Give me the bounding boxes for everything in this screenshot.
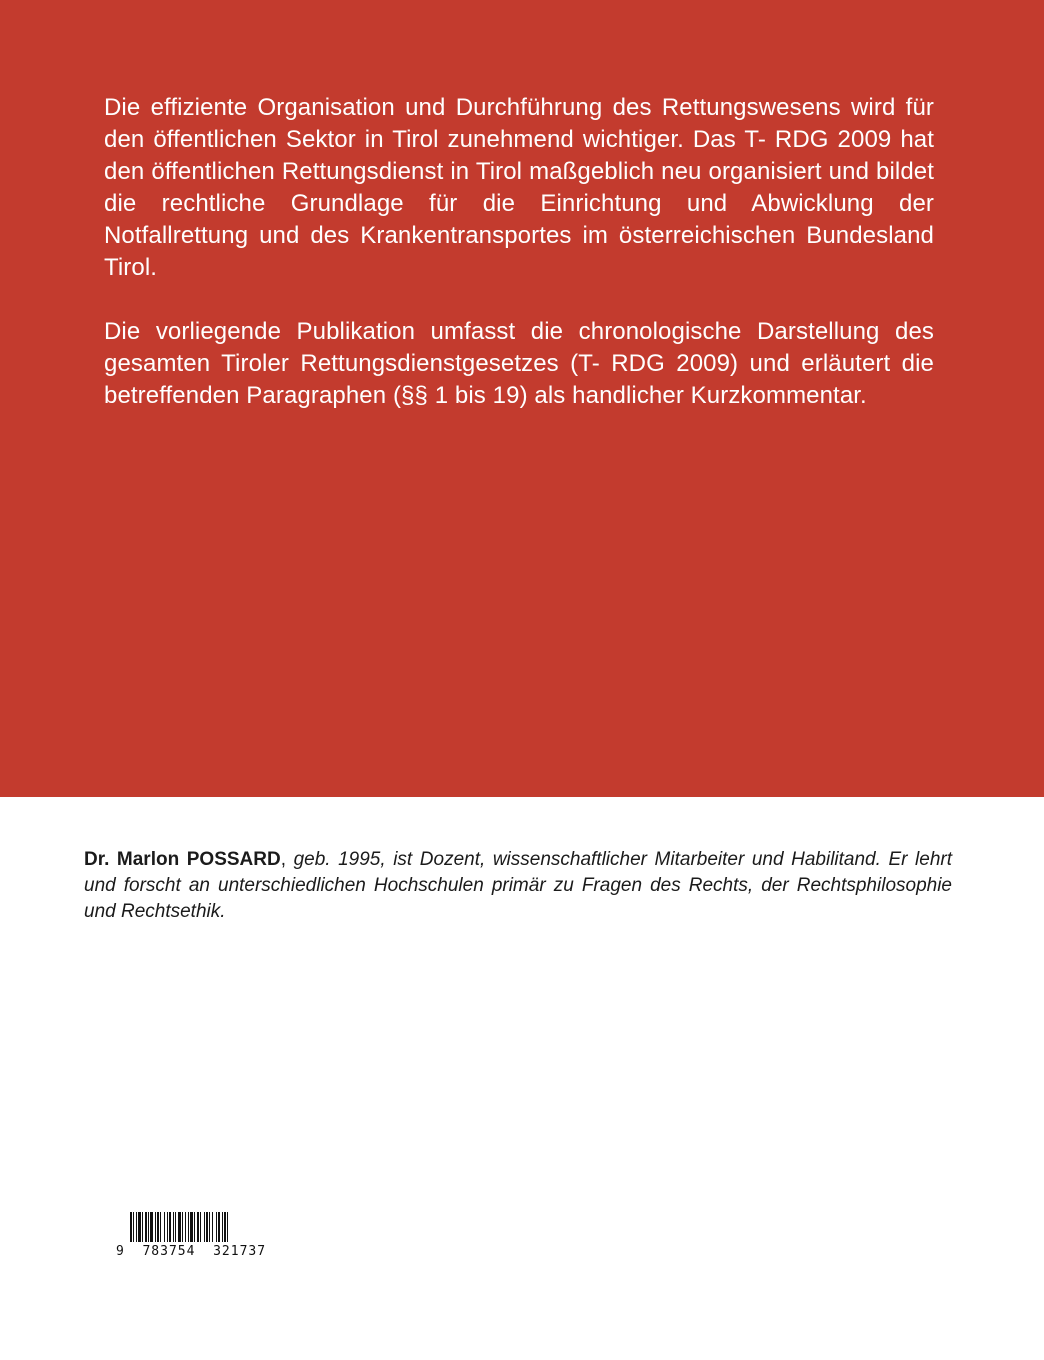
barcode-bars-icon bbox=[116, 1212, 284, 1244]
author-bio bbox=[84, 847, 952, 925]
barcode-bar bbox=[164, 1212, 165, 1242]
barcode-bar bbox=[222, 1212, 223, 1242]
barcode-bar bbox=[206, 1212, 208, 1242]
barcode-bar bbox=[167, 1212, 168, 1242]
barcode-bar bbox=[182, 1212, 183, 1242]
barcode-bar bbox=[142, 1212, 143, 1242]
barcode-bar bbox=[190, 1212, 193, 1242]
blurb-paragraph-2: Die vorliegende Publikation umfasst die chronologische Darstellung des gesamten Tiroler Rettungsdienstgesetzes (T- RDG 2009) und erläutert die betreffenden Paragraphen (§§ 1 bis 19) als handlicher Kurzkommentar. bbox=[104, 318, 934, 409]
barcode-bar bbox=[224, 1212, 226, 1242]
barcode-bar bbox=[145, 1212, 147, 1242]
barcode-bar bbox=[197, 1212, 199, 1242]
barcode-bar bbox=[130, 1212, 132, 1242]
barcode-bar bbox=[175, 1212, 176, 1242]
barcode-bar bbox=[209, 1212, 210, 1242]
barcode-bar bbox=[227, 1212, 228, 1242]
barcode-bar bbox=[157, 1212, 159, 1242]
blurb-paragraph-1: Die effiziente Organisation und Durchführung des Rettungswesens wird für den öffentlichen Sektor in Tirol zunehmend wichtiger. Das T- RDG 2009 hat den öffentlichen Rettungsdienst in Tirol maßgeblich neu organisiert und bildet die rechtliche Grundlage für die Einrichtung und Abwicklung der Notfallrettung und des Krankentransportes im österreichischen Bundesland Tirol. bbox=[104, 94, 934, 281]
author-name: Dr. Marlon POSSARD bbox=[84, 849, 281, 870]
isbn-digits: 9 783754 321737 bbox=[116, 1244, 267, 1259]
barcode-bar bbox=[133, 1212, 134, 1242]
blurb-text bbox=[104, 92, 934, 444]
barcode-bar bbox=[173, 1212, 174, 1242]
barcode-bar bbox=[204, 1212, 205, 1242]
barcode-bar bbox=[160, 1212, 161, 1242]
barcode-bar bbox=[169, 1212, 171, 1242]
author-name-separator: , bbox=[280, 849, 286, 870]
barcode-bar bbox=[178, 1212, 181, 1242]
barcode-bar bbox=[194, 1212, 195, 1242]
barcode-bar bbox=[218, 1212, 220, 1242]
barcode-bar bbox=[150, 1212, 153, 1242]
barcode-bar bbox=[148, 1212, 149, 1242]
barcode-bar bbox=[212, 1212, 213, 1242]
barcode-bar bbox=[138, 1212, 141, 1242]
author-bio-text: geb. 1995, ist Dozent, wissenschaftlicher Mitarbeiter und Habilitand. Er lehrt und forscht an unterschiedlichen Hochschulen primär zu Fragen des Rechts, der Rechtsphilosophie und Rechtsethik. bbox=[84, 849, 952, 922]
barcode-bar bbox=[185, 1212, 186, 1242]
barcode-bar bbox=[200, 1212, 201, 1242]
barcode-bar bbox=[216, 1212, 217, 1242]
barcode-bar bbox=[136, 1212, 137, 1242]
barcode-bar bbox=[188, 1212, 189, 1242]
barcode-bar bbox=[155, 1212, 156, 1242]
